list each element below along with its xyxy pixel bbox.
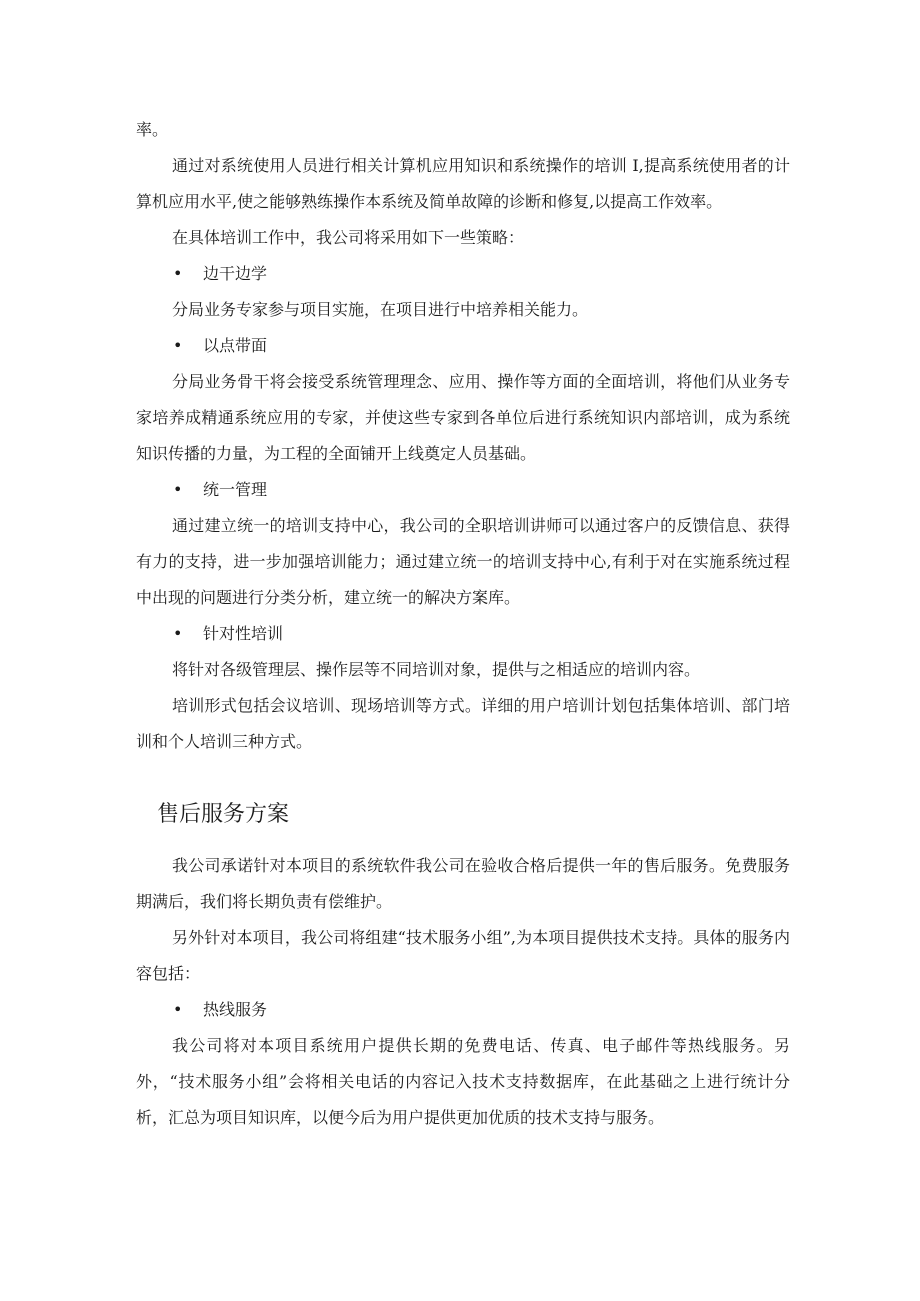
bullet-item-unified-management [173,472,267,508]
paragraph-learn-by-doing: 分局业务专家参与项目实施，在项目进行中培养相关能力。 [172,300,589,319]
bullet-item-hotline-service [173,992,267,1028]
paragraph-service-team: 另外针对本项目，我公司将组建“技术服务小组”,为本项目提供技术支持。具体的服务内容包括： [136,928,790,983]
paragraph-targeted-training: 将针对各级管理层、操作层等不同培训对象，提供与之相适应的培训内容。 [172,660,701,679]
bullet-label: 针对性培训 [203,624,284,643]
bullet-item-point-to-area [173,328,267,364]
bullet-item-learn-by-doing [173,256,267,292]
bullet-icon: • [173,1000,183,1019]
paragraph-continuation: 率。 [136,120,169,139]
paragraph-strategy-intro: 在具体培训工作中，我公司将采用如下一些策略： [172,228,525,247]
paragraph-unified-management: 通过建立统一的培训支持中心，我公司的全职培训讲师可以通过客户的反馈信息、获得有力的支持，进一步加强培训能力；通过建立统一的培训支持中心,有利于对在实施系统过程中出现的问题进行分类分析，建立统一的解决方案库。 [136,516,790,607]
section-heading-after-sales: 售后服务方案 [157,802,290,827]
paragraph-hotline-service: 我公司将对本项目系统用户提供长期的免费电话、传真、电子邮件等热线服务。另外，“技术服务小组”会将相关电话的内容记入技术支持数据库，在此基础之上进行统计分析，汇总为项目知识库，以便今后为用户提供更加优质的技术支持与服务。 [136,1036,790,1127]
bullet-icon: • [173,336,183,355]
paragraph-after-sales-commitment: 我公司承诺针对本项目的系统软件我公司在验收合格后提供一年的售后服务。免费服务期满后，我们将长期负责有偿维护。 [136,856,790,911]
paragraph-training-forms: 培训形式包括会议培训、现场培训等方式。详细的用户培训计划包括集体培训、部门培训和个人培训三种方式。 [136,696,790,751]
bullet-label: 统一管理 [203,480,268,499]
bullet-label: 边干边学 [203,264,268,283]
bullet-icon: • [173,624,183,643]
bullet-label: 以点带面 [203,336,268,355]
bullet-item-targeted-training [173,616,283,652]
paragraph-training-purpose: 通过对系统使用人员进行相关计算机应用知识和系统操作的培训 I,提高系统使用者的计算机应用水平,使之能够熟练操作本系统及简单故障的诊断和修复,以提高工作效率。 [136,156,790,211]
paragraph-point-to-area: 分局业务骨干将会接受系统管理理念、应用、操作等方面的全面培训，将他们从业务专家培养成精通系统应用的专家，并使这些专家到各单位后进行系统知识内部培训，成为系统知识传播的力量，为工程的全面铺开上线奠定人员基础。 [136,372,790,463]
bullet-icon: • [173,480,183,499]
bullet-icon: • [173,264,183,283]
bullet-label: 热线服务 [203,1000,268,1019]
